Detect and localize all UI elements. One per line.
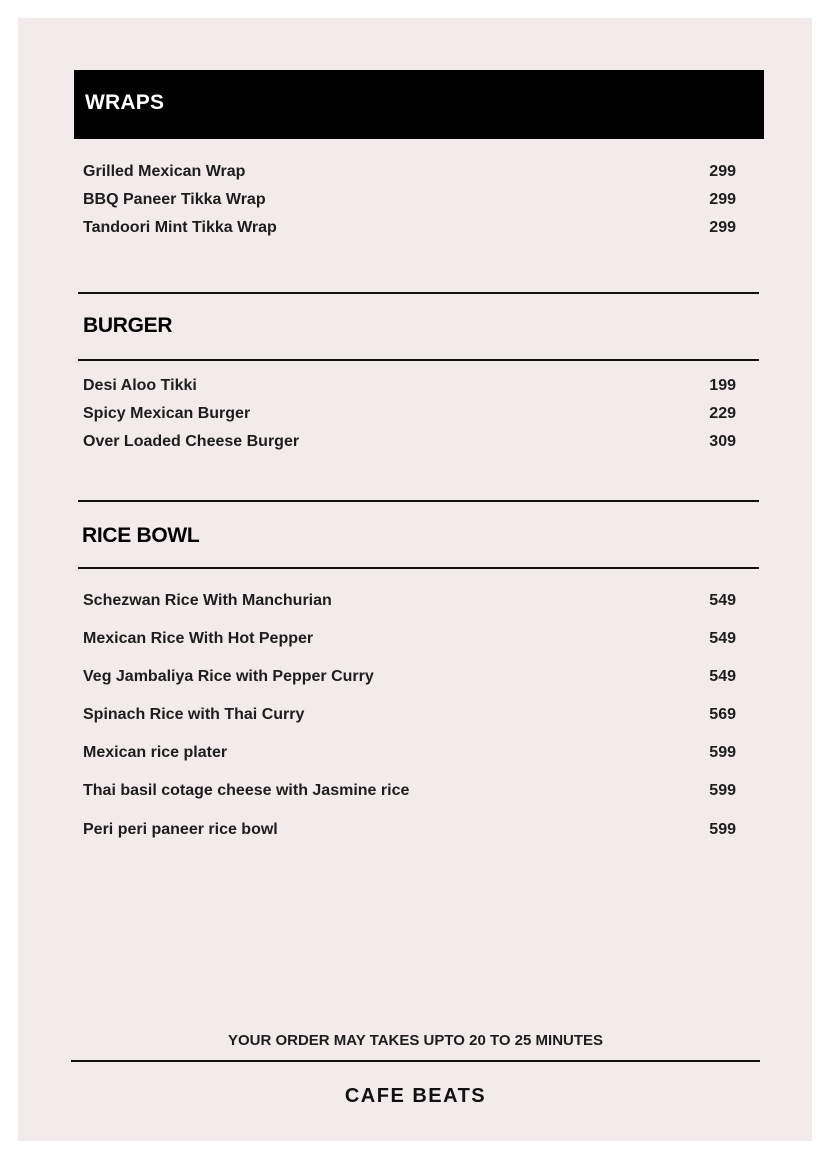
item-price: 599 bbox=[709, 744, 736, 761]
item-price: 549 bbox=[709, 592, 736, 609]
item-name: Spicy Mexican Burger bbox=[83, 405, 251, 422]
menu-item bbox=[83, 431, 736, 453]
burger-section-title: BURGER bbox=[83, 314, 173, 337]
item-name: Desi Aloo Tikki bbox=[83, 377, 197, 394]
item-name: Peri peri paneer rice bowl bbox=[83, 821, 278, 838]
item-name: Over Loaded Cheese Burger bbox=[83, 433, 300, 450]
section-divider bbox=[78, 567, 759, 569]
item-name: Mexican rice plater bbox=[83, 744, 228, 761]
menu-item bbox=[83, 161, 736, 183]
item-name: Thai basil cotage cheese with Jasmine rice bbox=[83, 782, 410, 799]
item-price: 299 bbox=[709, 191, 736, 208]
menu-item bbox=[83, 666, 736, 688]
rice-bowl-section-title: RICE BOWL bbox=[82, 524, 200, 547]
wraps-section-title: WRAPS bbox=[85, 91, 165, 114]
item-price: 299 bbox=[709, 219, 736, 236]
menu-item bbox=[83, 590, 736, 612]
item-price: 599 bbox=[709, 782, 736, 799]
item-name: Schezwan Rice With Manchurian bbox=[83, 592, 332, 609]
item-price: 549 bbox=[709, 668, 736, 685]
section-divider bbox=[78, 500, 759, 502]
wraps-header-band bbox=[74, 70, 764, 139]
menu-item bbox=[83, 819, 736, 841]
item-price: 599 bbox=[709, 821, 736, 838]
menu-item bbox=[83, 704, 736, 726]
section-divider bbox=[78, 359, 759, 361]
menu-page bbox=[18, 18, 812, 1141]
menu-item bbox=[83, 375, 736, 397]
item-price: 569 bbox=[709, 706, 736, 723]
item-price: 309 bbox=[709, 433, 736, 450]
menu-item bbox=[83, 780, 736, 802]
section-divider bbox=[78, 292, 759, 294]
item-name: BBQ Paneer Tikka Wrap bbox=[83, 191, 266, 208]
item-price: 229 bbox=[709, 405, 736, 422]
menu-item bbox=[83, 628, 736, 650]
item-price: 199 bbox=[709, 377, 736, 394]
footer-divider bbox=[71, 1060, 760, 1062]
item-name: Veg Jambaliya Rice with Pepper Curry bbox=[83, 668, 374, 685]
item-name: Grilled Mexican Wrap bbox=[83, 163, 246, 180]
item-name: Mexican Rice With Hot Pepper bbox=[83, 630, 314, 647]
menu-item bbox=[83, 189, 736, 211]
menu-item bbox=[83, 217, 736, 239]
item-name: Tandoori Mint Tikka Wrap bbox=[83, 219, 277, 236]
item-price: 549 bbox=[709, 630, 736, 647]
menu-item bbox=[83, 742, 736, 764]
item-price: 299 bbox=[709, 163, 736, 180]
brand-name: CAFE BEATS bbox=[344, 1085, 487, 1107]
order-time-note: YOUR ORDER MAY TAKES UPTO 20 TO 25 MINUTES bbox=[227, 1032, 604, 1049]
item-name: Spinach Rice with Thai Curry bbox=[83, 706, 305, 723]
menu-item bbox=[83, 403, 736, 425]
